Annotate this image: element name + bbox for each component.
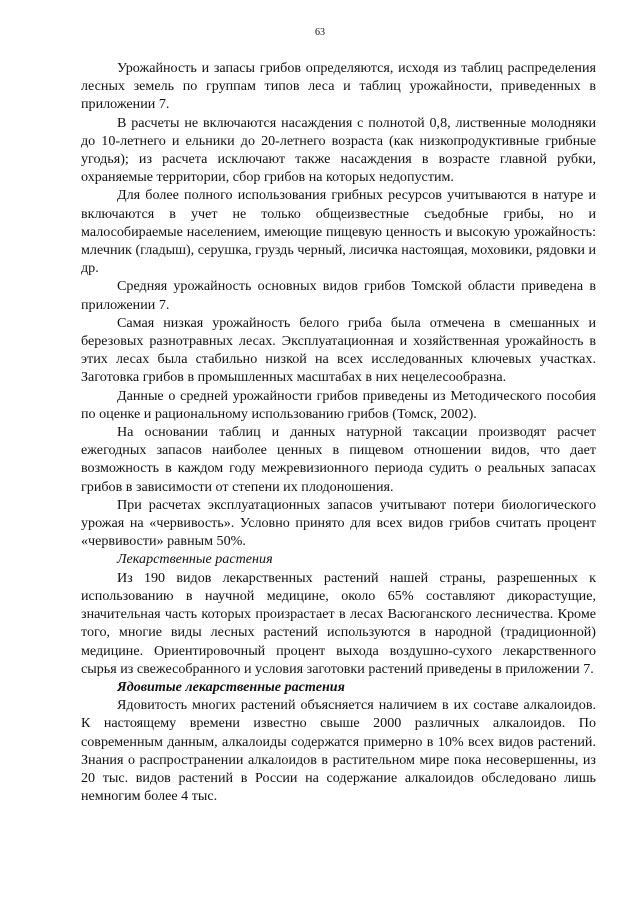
paragraph-medicinal-plants: Из 190 видов лекарственных растений нашей страны, разрешенных к использованию в научной медицине, около 65% составляют дикорастущие, значительная часть которых произрастает в лесах Васюганского лесничества. Кроме того, многие виды лесных растений используются в народной (традиционной) медицине. Ориентировочный процент выхода воздушно-сухого лекарственного сырья из свежесобранного и условия заготовки растений приведены в приложении 7. [81, 569, 596, 677]
page-number: 63 [315, 27, 325, 38]
heading-poisonous-plants: Ядовитые лекарственные растения [117, 678, 345, 695]
paragraph-full-use: Для более полного использования грибных ресурсов учитываются в натуре и включаются в учет не только общеизвестные съедобные грибы, но и малособираемые населением, имеющие пищевую ценность и высокую урожайность: млечник (гладыш), серушка, груздь черный, лисичка настоящая, моховики, рядовки и др. [81, 187, 596, 277]
paragraph-yield-reserves: Урожайность и запасы грибов определяются, исходя из таблиц распределения лесных земель по группам типов леса и таблиц урожайности, приведенных в приложении 7. [81, 60, 596, 113]
paragraph-average-yield: Средняя урожайность основных видов грибов Томской области приведена в приложении 7. [81, 278, 596, 313]
document-body [81, 59, 596, 805]
paragraph-exclusions: В расчеты не включаются насаждения с полнотой 0,8, лиственные молодняки до 10-летнего и ельники до 20-летнего возраста (как низкопродуктивные грибные угодья); из расчета исключают также насаждения в возрасте главной рубки, охраняемые территории, сбор грибов на которых недопустим. [81, 114, 596, 186]
paragraph-lowest-yield: Самая низкая урожайность белого гриба была отмечена в смешанных и березовых разнотравных лесах. Эксплуатационная и хозяйственная урожайность в этих лесах была стабильно низкой на всех исследованных ключевых участках. Заготовка грибов в промышленных масштабах в них нецелесообразна. [81, 314, 596, 386]
heading-medicinal-plants: Лекарственные растения [117, 551, 273, 568]
paragraph-alkaloids: Ядовитость многих растений объясняется наличием в их составе алкалоидов. К настоящему времени известно свыше 2000 различных алкалоидов. По современным данным, алкалоиды содержатся примерно в 10% всех видов растений. Знания о распространении алкалоидов в растительном мире пока несовершенны, из 20 тыс. видов растений в России на содержание алкалоидов обследовано лишь немногим более 4 тыс. [81, 697, 596, 805]
paragraph-data-source: Данные о средней урожайности грибов приведены из Методического пособия по оценке и рациональному использованию грибов (Томск, 2002). [81, 387, 596, 422]
paragraph-calculation: На основании таблиц и данных натурной таксации производят расчет ежегодных запасов наиболее ценных в пищевом отношении видов, что дает возможность в каждом году межревизионного периода судить о реальных запасах грибов в зависимости от степени их плодоношения. [81, 424, 596, 495]
paragraph-worminess: При расчетах эксплуатационных запасов учитывают потери биологического урожая на «червивость». Условно принято для всех видов грибов считать процент «червивости» равным 50%. [81, 496, 596, 550]
